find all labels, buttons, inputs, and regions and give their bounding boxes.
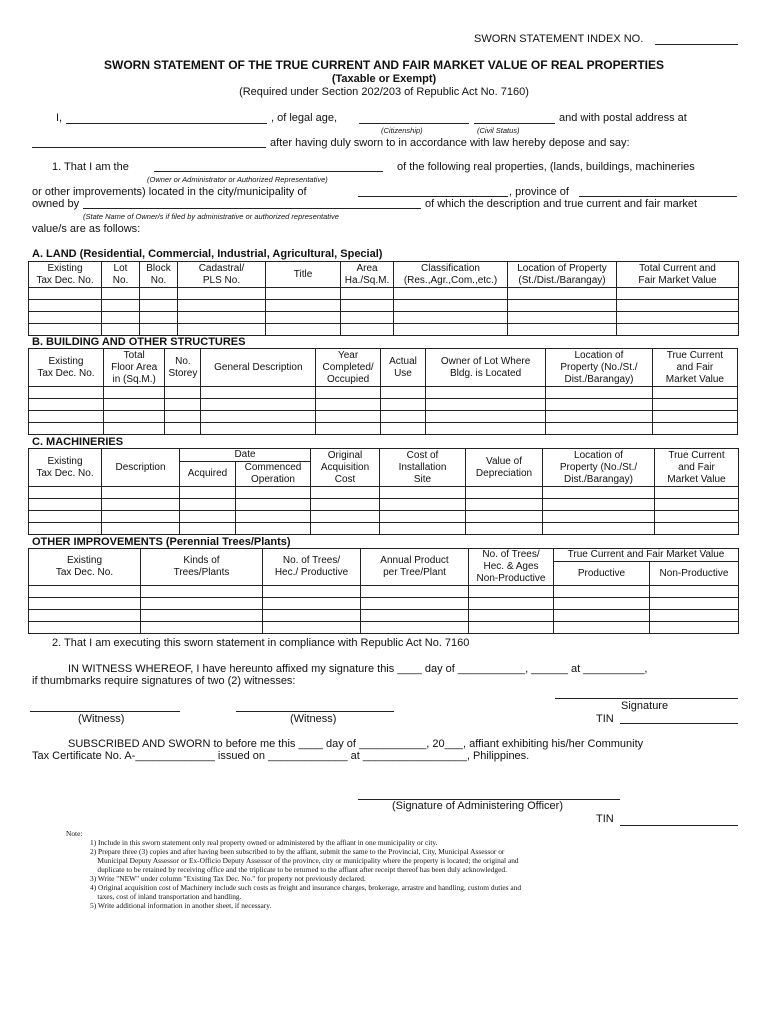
improvement-cell[interactable] bbox=[361, 586, 469, 598]
thumbmarks: if thumbmarks require signatures of two (2) witnesses: bbox=[32, 675, 296, 687]
land-header-5: Title bbox=[266, 262, 341, 288]
building-cell[interactable] bbox=[546, 423, 653, 435]
land-cell[interactable] bbox=[617, 288, 739, 300]
item1-line3-rest: of which the description and true current and fair market bbox=[425, 198, 698, 210]
machinery-cell[interactable] bbox=[466, 511, 543, 523]
land-cell[interactable] bbox=[341, 288, 394, 300]
building-cell[interactable] bbox=[380, 411, 425, 423]
building-cell[interactable] bbox=[426, 387, 546, 399]
building-cell[interactable] bbox=[103, 423, 165, 435]
improvement-cell[interactable] bbox=[29, 598, 141, 610]
building-header-4: General Description bbox=[201, 349, 316, 387]
land-cell[interactable] bbox=[178, 288, 266, 300]
land-row bbox=[29, 324, 739, 336]
note-item: 1) Include in this sworn statement only real property owned or administered by the affiant in one municipality or city. bbox=[90, 838, 438, 847]
improvement-cell[interactable] bbox=[554, 622, 650, 634]
machinery-cell[interactable] bbox=[655, 487, 739, 499]
intro-sworn: after having duly sworn to in accordance with law hereby depose and say: bbox=[270, 137, 630, 149]
subscribed-line-2: Tax Certificate No. A-_____________ issued on _____________ at _________________, Philippines. bbox=[32, 750, 530, 762]
state-note: (State Name of Owner/s if filed by administrative or authorized representative bbox=[83, 212, 339, 221]
land-cell[interactable] bbox=[102, 288, 140, 300]
improvement-cell[interactable] bbox=[263, 622, 361, 634]
building-cell[interactable] bbox=[652, 399, 737, 411]
land-cell[interactable] bbox=[140, 300, 178, 312]
improvement-cell[interactable] bbox=[361, 610, 469, 622]
machinery-cell[interactable] bbox=[102, 499, 180, 511]
land-table bbox=[28, 261, 739, 336]
land-cell[interactable] bbox=[341, 324, 394, 336]
machinery-cell[interactable] bbox=[466, 487, 543, 499]
building-cell[interactable] bbox=[380, 387, 425, 399]
building-cell[interactable] bbox=[29, 411, 104, 423]
citizenship-field[interactable] bbox=[359, 123, 469, 124]
building-table bbox=[28, 348, 738, 435]
intro-legal-age: , of legal age, bbox=[271, 112, 338, 124]
land-cell[interactable] bbox=[102, 324, 140, 336]
machinery-cell[interactable] bbox=[543, 511, 655, 523]
machinery-cell[interactable] bbox=[29, 499, 102, 511]
machinery-cell[interactable] bbox=[543, 487, 655, 499]
machinery-cell[interactable] bbox=[543, 499, 655, 511]
land-heading: A. LAND (Residential, Commercial, Industrial, Agricultural, Special) bbox=[32, 248, 383, 260]
machinery-head-original: Original Acquisition Cost bbox=[311, 449, 380, 487]
machinery-cell[interactable] bbox=[29, 487, 102, 499]
improvement-cell[interactable] bbox=[469, 610, 554, 622]
building-cell[interactable] bbox=[29, 399, 104, 411]
building-row bbox=[29, 411, 738, 423]
building-cell[interactable] bbox=[29, 423, 104, 435]
machinery-cell[interactable] bbox=[236, 487, 311, 499]
building-cell[interactable] bbox=[380, 423, 425, 435]
machinery-cell[interactable] bbox=[102, 487, 180, 499]
tin-label: TIN bbox=[596, 713, 614, 725]
land-header-2: Lot No. bbox=[102, 262, 140, 288]
impr-head-annual: Annual Product per Tree/Plant bbox=[361, 549, 469, 586]
land-cell[interactable] bbox=[140, 324, 178, 336]
item1-lead: 1. That I am the bbox=[52, 161, 129, 173]
land-cell[interactable] bbox=[394, 312, 508, 324]
land-cell[interactable] bbox=[508, 324, 617, 336]
land-cell[interactable] bbox=[341, 312, 394, 324]
index-number-field[interactable] bbox=[655, 44, 738, 45]
improvement-cell[interactable] bbox=[650, 622, 739, 634]
tin-field[interactable] bbox=[620, 723, 738, 724]
machinery-head-acquired: Acquired bbox=[180, 462, 236, 487]
machinery-cell[interactable] bbox=[29, 523, 102, 535]
building-cell[interactable] bbox=[29, 387, 104, 399]
improvement-cell[interactable] bbox=[361, 622, 469, 634]
building-cell[interactable] bbox=[380, 399, 425, 411]
index-label: SWORN STATEMENT INDEX NO. bbox=[474, 33, 644, 45]
building-cell[interactable] bbox=[426, 423, 546, 435]
citizenship-caption: (Citizenship) bbox=[381, 126, 423, 135]
machinery-row bbox=[29, 499, 739, 511]
machinery-cell[interactable] bbox=[29, 511, 102, 523]
impr-head-existing: Existing Tax Dec. No. bbox=[29, 549, 141, 586]
machinery-cell[interactable] bbox=[311, 523, 380, 535]
improvement-cell[interactable] bbox=[141, 586, 263, 598]
machinery-head-date: Date bbox=[180, 449, 311, 462]
improvement-row bbox=[29, 610, 739, 622]
machinery-cell[interactable] bbox=[180, 511, 236, 523]
improvement-row bbox=[29, 622, 739, 634]
civil-status-field[interactable] bbox=[474, 123, 555, 124]
building-cell[interactable] bbox=[316, 423, 381, 435]
value-follows: value/s are as follows: bbox=[32, 223, 141, 235]
land-header-9: Total Current and Fair Market Value bbox=[617, 262, 739, 288]
machinery-cell[interactable] bbox=[655, 523, 739, 535]
improvement-cell[interactable] bbox=[469, 598, 554, 610]
impr-head-tcfmv: True Current and Fair Market Value bbox=[554, 549, 739, 562]
building-header-1: Existing Tax Dec. No. bbox=[29, 349, 104, 387]
machineries-heading: C. MACHINERIES bbox=[32, 436, 124, 448]
building-header-8: Location of Property (No./St./ Dist./Barangay) bbox=[546, 349, 653, 387]
machinery-cell[interactable] bbox=[180, 499, 236, 511]
building-header-9: True Current and Fair Market Value bbox=[652, 349, 737, 387]
building-header-7: Owner of Lot Where Bldg. is Located bbox=[426, 349, 546, 387]
machinery-cell[interactable] bbox=[655, 499, 739, 511]
machinery-cell[interactable] bbox=[102, 511, 180, 523]
building-cell[interactable] bbox=[201, 411, 316, 423]
land-header-8: Location of Property (St./Dist./Barangay) bbox=[508, 262, 617, 288]
item1-line2-b: , province of bbox=[509, 186, 569, 198]
improvement-cell[interactable] bbox=[554, 598, 650, 610]
building-cell[interactable] bbox=[546, 387, 653, 399]
land-cell[interactable] bbox=[29, 312, 102, 324]
machinery-cell[interactable] bbox=[655, 511, 739, 523]
building-cell[interactable] bbox=[426, 399, 546, 411]
impr-head-kinds: Kinds of Trees/Plants bbox=[141, 549, 263, 586]
improvement-row bbox=[29, 598, 739, 610]
improvement-cell[interactable] bbox=[263, 586, 361, 598]
improvement-cell[interactable] bbox=[650, 586, 739, 598]
note-item: 4) Original acquisition cost of Machinery include such costs as freight and insurance charges, brokerage, arrastre and handling, custom duties and bbox=[90, 883, 522, 892]
land-cell[interactable] bbox=[266, 288, 341, 300]
land-cell[interactable] bbox=[140, 312, 178, 324]
machinery-cell[interactable] bbox=[236, 511, 311, 523]
building-cell[interactable] bbox=[546, 411, 653, 423]
building-cell[interactable] bbox=[165, 411, 201, 423]
land-header-7: Classification (Res.,Agr.,Com.,etc.) bbox=[394, 262, 508, 288]
land-header-4: Cadastral/ PLS No. bbox=[178, 262, 266, 288]
machinery-row bbox=[29, 487, 739, 499]
land-cell[interactable] bbox=[394, 324, 508, 336]
improvement-row bbox=[29, 586, 739, 598]
required-note: (Required under Section 202/203 of Republic Act No. 7160) bbox=[239, 86, 529, 98]
land-cell[interactable] bbox=[266, 312, 341, 324]
building-cell[interactable] bbox=[652, 423, 737, 435]
note-item: duplicate to be retained by receiving office and the triplicate to be returned to the affiant after receipt thereof has been duly acknowledged. bbox=[90, 865, 507, 874]
machinery-cell[interactable] bbox=[180, 523, 236, 535]
building-cell[interactable] bbox=[652, 411, 737, 423]
land-cell[interactable] bbox=[394, 288, 508, 300]
land-cell[interactable] bbox=[178, 312, 266, 324]
building-cell[interactable] bbox=[103, 399, 165, 411]
machineries-table bbox=[28, 448, 739, 535]
improvement-cell[interactable] bbox=[554, 610, 650, 622]
building-cell[interactable] bbox=[316, 399, 381, 411]
province-field[interactable] bbox=[579, 196, 737, 197]
witness-whereof: IN WITNESS WHEREOF, I have hereunto affixed my signature this ____ day of ___________, ______ at __________, bbox=[68, 663, 648, 675]
improvement-cell[interactable] bbox=[29, 586, 141, 598]
item1-rest: of the following real properties, (lands, buildings, machineries bbox=[397, 161, 695, 173]
impr-head-no-trees: No. of Trees/ Hec./ Productive bbox=[263, 549, 361, 586]
building-cell[interactable] bbox=[316, 387, 381, 399]
improvement-cell[interactable] bbox=[650, 598, 739, 610]
land-cell[interactable] bbox=[102, 312, 140, 324]
machinery-cell[interactable] bbox=[380, 499, 466, 511]
note-item: Municipal Deputy Assessor or Ex-Officio Deputy Assessor of the province, city or municipality where the property is located; the original and bbox=[90, 856, 519, 865]
note-item: taxes, cost of inland transportation and handling. bbox=[90, 892, 242, 901]
building-cell[interactable] bbox=[103, 411, 165, 423]
city-field[interactable] bbox=[358, 196, 508, 197]
capacity-field[interactable] bbox=[154, 171, 383, 172]
intro-postal: and with postal address at bbox=[559, 112, 687, 124]
land-cell[interactable] bbox=[617, 312, 739, 324]
machinery-cell[interactable] bbox=[543, 523, 655, 535]
building-header-3: No. Storey bbox=[165, 349, 201, 387]
machinery-cell[interactable] bbox=[311, 511, 380, 523]
building-cell[interactable] bbox=[426, 411, 546, 423]
improvement-cell[interactable] bbox=[469, 622, 554, 634]
machinery-head-existing: Existing Tax Dec. No. bbox=[29, 449, 102, 487]
note-label: Note: bbox=[66, 829, 83, 838]
improvement-cell[interactable] bbox=[263, 598, 361, 610]
machinery-cell[interactable] bbox=[311, 487, 380, 499]
land-cell[interactable] bbox=[508, 300, 617, 312]
land-row bbox=[29, 312, 739, 324]
machinery-cell[interactable] bbox=[102, 523, 180, 535]
land-cell[interactable] bbox=[102, 300, 140, 312]
building-heading: B. BUILDING AND OTHER STRUCTURES bbox=[32, 336, 246, 348]
improvement-cell[interactable] bbox=[141, 622, 263, 634]
item2: 2. That I am executing this sworn statement in compliance with Republic Act No. 7160 bbox=[52, 637, 470, 649]
page-subtitle: (Taxable or Exempt) bbox=[331, 73, 437, 85]
machinery-cell[interactable] bbox=[236, 523, 311, 535]
land-cell[interactable] bbox=[140, 288, 178, 300]
land-cell[interactable] bbox=[617, 324, 739, 336]
machinery-head-installation: Cost of Installation Site bbox=[380, 449, 466, 487]
land-cell[interactable] bbox=[29, 300, 102, 312]
improvement-cell[interactable] bbox=[650, 610, 739, 622]
note-item: 5) Write additional information in another sheet, if necessary. bbox=[90, 901, 272, 910]
admin-tin-field[interactable] bbox=[620, 825, 738, 826]
land-cell[interactable] bbox=[266, 300, 341, 312]
building-cell[interactable] bbox=[546, 399, 653, 411]
land-cell[interactable] bbox=[178, 300, 266, 312]
land-cell[interactable] bbox=[178, 324, 266, 336]
land-row bbox=[29, 288, 739, 300]
item1-line2-a: or other improvements) located in the city/municipality of bbox=[32, 186, 307, 198]
note-item: 3) Write "NEW" under column "Existing Tax Dec. No." for property not previously declared. bbox=[90, 874, 366, 883]
building-header-6: Actual Use bbox=[380, 349, 425, 387]
improvement-cell[interactable] bbox=[554, 586, 650, 598]
land-header-1: Existing Tax Dec. No. bbox=[29, 262, 102, 288]
note-item: 2) Prepare three (3) copies and after having been subscribed to by the affiant, submit the same to the Provincial, City, Municipal Assessor or bbox=[90, 847, 505, 856]
land-cell[interactable] bbox=[508, 312, 617, 324]
building-cell[interactable] bbox=[165, 423, 201, 435]
owned-by: owned by bbox=[32, 198, 80, 210]
improvement-cell[interactable] bbox=[263, 610, 361, 622]
land-cell[interactable] bbox=[617, 300, 739, 312]
machinery-cell[interactable] bbox=[180, 487, 236, 499]
impr-head-non-productive: Non-Productive bbox=[650, 562, 739, 586]
witness-2-field[interactable] bbox=[236, 711, 394, 712]
intro-i: I, bbox=[56, 112, 63, 124]
building-row bbox=[29, 423, 738, 435]
building-header-2: Total Floor Area in (Sq.M.) bbox=[103, 349, 165, 387]
impr-head-non-prod: No. of Trees/ Hec. & Ages Non-Productive bbox=[469, 549, 554, 586]
subscribed-line-1: SUBSCRIBED AND SWORN to before me this ____ day of ___________, 20___, affiant exhibiting his/her Community bbox=[68, 738, 644, 750]
land-header-3: Block No. bbox=[140, 262, 178, 288]
machinery-cell[interactable] bbox=[380, 523, 466, 535]
building-cell[interactable] bbox=[316, 411, 381, 423]
machinery-row bbox=[29, 511, 739, 523]
machinery-cell[interactable] bbox=[380, 487, 466, 499]
land-cell[interactable] bbox=[29, 288, 102, 300]
improvement-cell[interactable] bbox=[29, 622, 141, 634]
admin-signature-label: (Signature of Administering Officer) bbox=[392, 800, 563, 812]
building-cell[interactable] bbox=[201, 399, 316, 411]
improvement-cell[interactable] bbox=[141, 598, 263, 610]
machinery-head-value: True Current and Fair Market Value bbox=[655, 449, 739, 487]
land-cell[interactable] bbox=[266, 324, 341, 336]
building-row bbox=[29, 387, 738, 399]
improvement-cell[interactable] bbox=[141, 610, 263, 622]
building-row bbox=[29, 399, 738, 411]
owner-note: (Owner or Administrator or Authorized Representative) bbox=[147, 175, 328, 184]
land-cell[interactable] bbox=[508, 288, 617, 300]
machinery-head-depreciation: Value of Depreciation bbox=[466, 449, 543, 487]
land-cell[interactable] bbox=[341, 300, 394, 312]
machinery-cell[interactable] bbox=[466, 499, 543, 511]
machinery-row bbox=[29, 523, 739, 535]
land-header-6: Area Ha./Sq.M. bbox=[341, 262, 394, 288]
land-row bbox=[29, 300, 739, 312]
page-title: SWORN STATEMENT OF THE TRUE CURRENT AND FAIR MARKET VALUE OF REAL PROPERTIES bbox=[103, 58, 664, 72]
signature-label: Signature bbox=[621, 700, 669, 712]
admin-tin-label: TIN bbox=[596, 813, 614, 825]
land-cell[interactable] bbox=[394, 300, 508, 312]
civil-status-caption: (Civil Status) bbox=[477, 126, 520, 135]
improvements-table bbox=[28, 548, 739, 634]
building-cell[interactable] bbox=[201, 423, 316, 435]
signature-field[interactable] bbox=[555, 698, 738, 699]
improvement-cell[interactable] bbox=[29, 610, 141, 622]
improvements-heading: OTHER IMPROVEMENTS (Perennial Trees/Plants) bbox=[32, 536, 291, 548]
witness-1-label: (Witness) bbox=[78, 713, 125, 725]
machinery-head-commenced: Commenced Operation bbox=[236, 462, 311, 487]
machinery-cell[interactable] bbox=[380, 511, 466, 523]
witness-2-label: (Witness) bbox=[290, 713, 337, 725]
machinery-cell[interactable] bbox=[466, 523, 543, 535]
machinery-head-description: Description bbox=[102, 449, 180, 487]
machinery-head-location: Location of Property (No./St./ Dist./Barangay) bbox=[543, 449, 655, 487]
building-cell[interactable] bbox=[652, 387, 737, 399]
affiant-name-field[interactable] bbox=[66, 123, 267, 124]
improvement-cell[interactable] bbox=[361, 598, 469, 610]
witness-1-field[interactable] bbox=[30, 711, 180, 712]
impr-head-productive: Productive bbox=[554, 562, 650, 586]
building-header-5: Year Completed/ Occupied bbox=[316, 349, 381, 387]
machinery-cell[interactable] bbox=[311, 499, 380, 511]
building-cell[interactable] bbox=[201, 387, 316, 399]
building-cell[interactable] bbox=[103, 387, 165, 399]
building-cell[interactable] bbox=[165, 387, 201, 399]
building-cell[interactable] bbox=[165, 399, 201, 411]
postal-address-field[interactable] bbox=[32, 147, 266, 148]
machinery-cell[interactable] bbox=[236, 499, 311, 511]
notes-list bbox=[90, 838, 521, 910]
owned-by-field[interactable] bbox=[83, 208, 421, 209]
improvement-cell[interactable] bbox=[469, 586, 554, 598]
land-cell[interactable] bbox=[29, 324, 102, 336]
